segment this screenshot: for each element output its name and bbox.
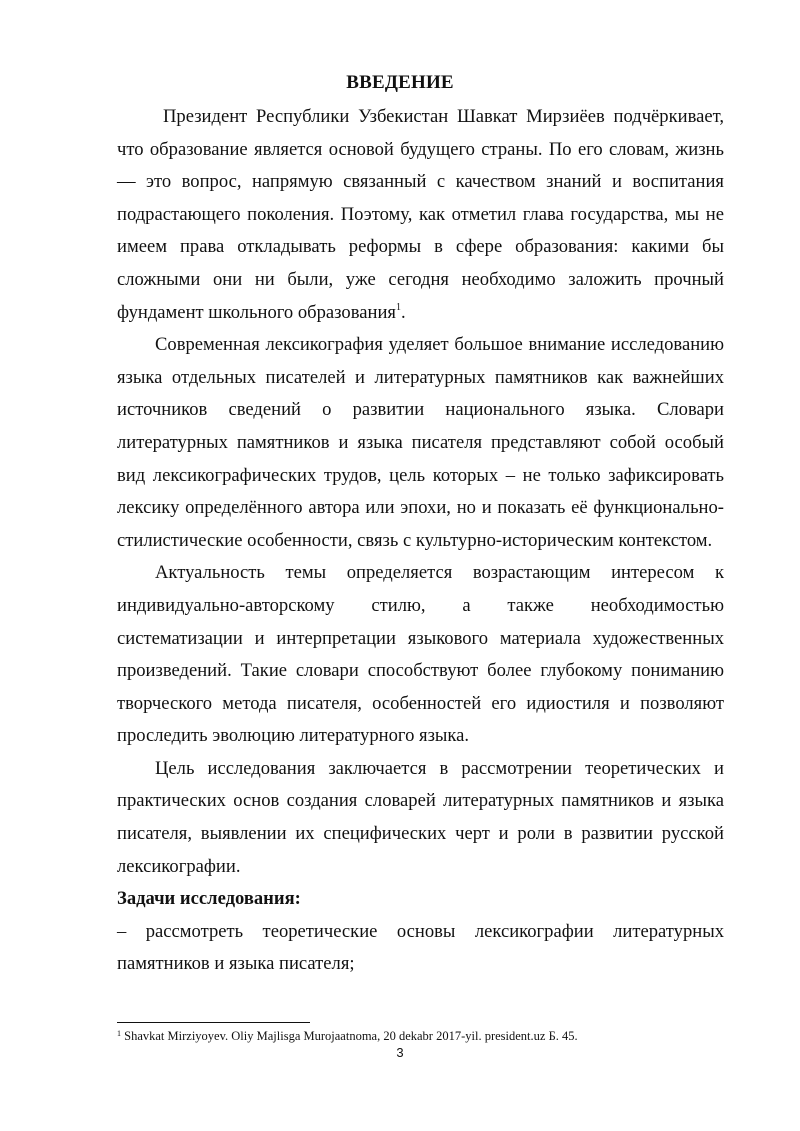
section-title: ВВЕДЕНИЕ (346, 72, 454, 93)
footnote-divider (117, 1022, 310, 1023)
tasks-heading: Задачи исследования: (117, 888, 301, 910)
paragraph-intro (117, 101, 724, 329)
paragraph-intro-text: Президент Республики Узбекистан Шавкат Мирзиёев подчёркивает, что образование является основой будущего страны. По его словам, жизнь — это вопрос, напрямую связанный с качеством знаний и воспитания подрастающего поколения. Поэтому, как отметил глава государства, мы не имеем права откладывать реформы в сфере образования: какими бы сложными они ни были, уже сегодня необходимо заложить прочный фундамент школьного образования (117, 106, 724, 323)
paragraph-lexicography: Современная лексикография уделяет большое внимание исследованию языка отдельных писателей и литературных памятников как важнейших источников сведений о развитии национального языка. Словари литературных памятников и языка писателя представляют собой особый вид лексикографических трудов, цель которых – не только зафиксировать лексику определённого автора или эпохи, но и показать её функционально-стилистические особенности, связь с культурно-историческим контекстом. (117, 334, 724, 551)
task-item: – рассмотреть теоретические основы лексикографии литературных памятников и языка писателя; (117, 920, 724, 975)
page-number: 3 (396, 1045, 404, 1060)
footnote (117, 1029, 737, 1044)
footnote-text: Shavkat Mirziyoyev. Oliy Majlisga Murojaatnoma, 20 dekabr 2017-yil. president.uz Б. 45. (121, 1029, 578, 1043)
document-body (117, 101, 724, 981)
paragraph-relevance: Актуальность темы определяется возрастающим интересом к индивидуально-авторскому стилю, а также необходимостью систематизации и интерпретации языкового материала художественных произведений. Такие словари способствуют более глубокому пониманию творческого метода писателя, особенностей его идиостиля и позволяют проследить эволюцию литературного языка. (117, 562, 724, 747)
footnote-reference[interactable]: 1 (395, 301, 401, 313)
paragraph-intro-end: . (400, 301, 406, 323)
footnote-marker: 1 (117, 1029, 121, 1038)
paragraph-goal: Цель исследования заключается в рассмотрении теоретических и практических основ создания словарей литературных памятников и языка писателя, выявлении их специфических черт и роли в развитии русской лексикографии. (117, 757, 724, 877)
